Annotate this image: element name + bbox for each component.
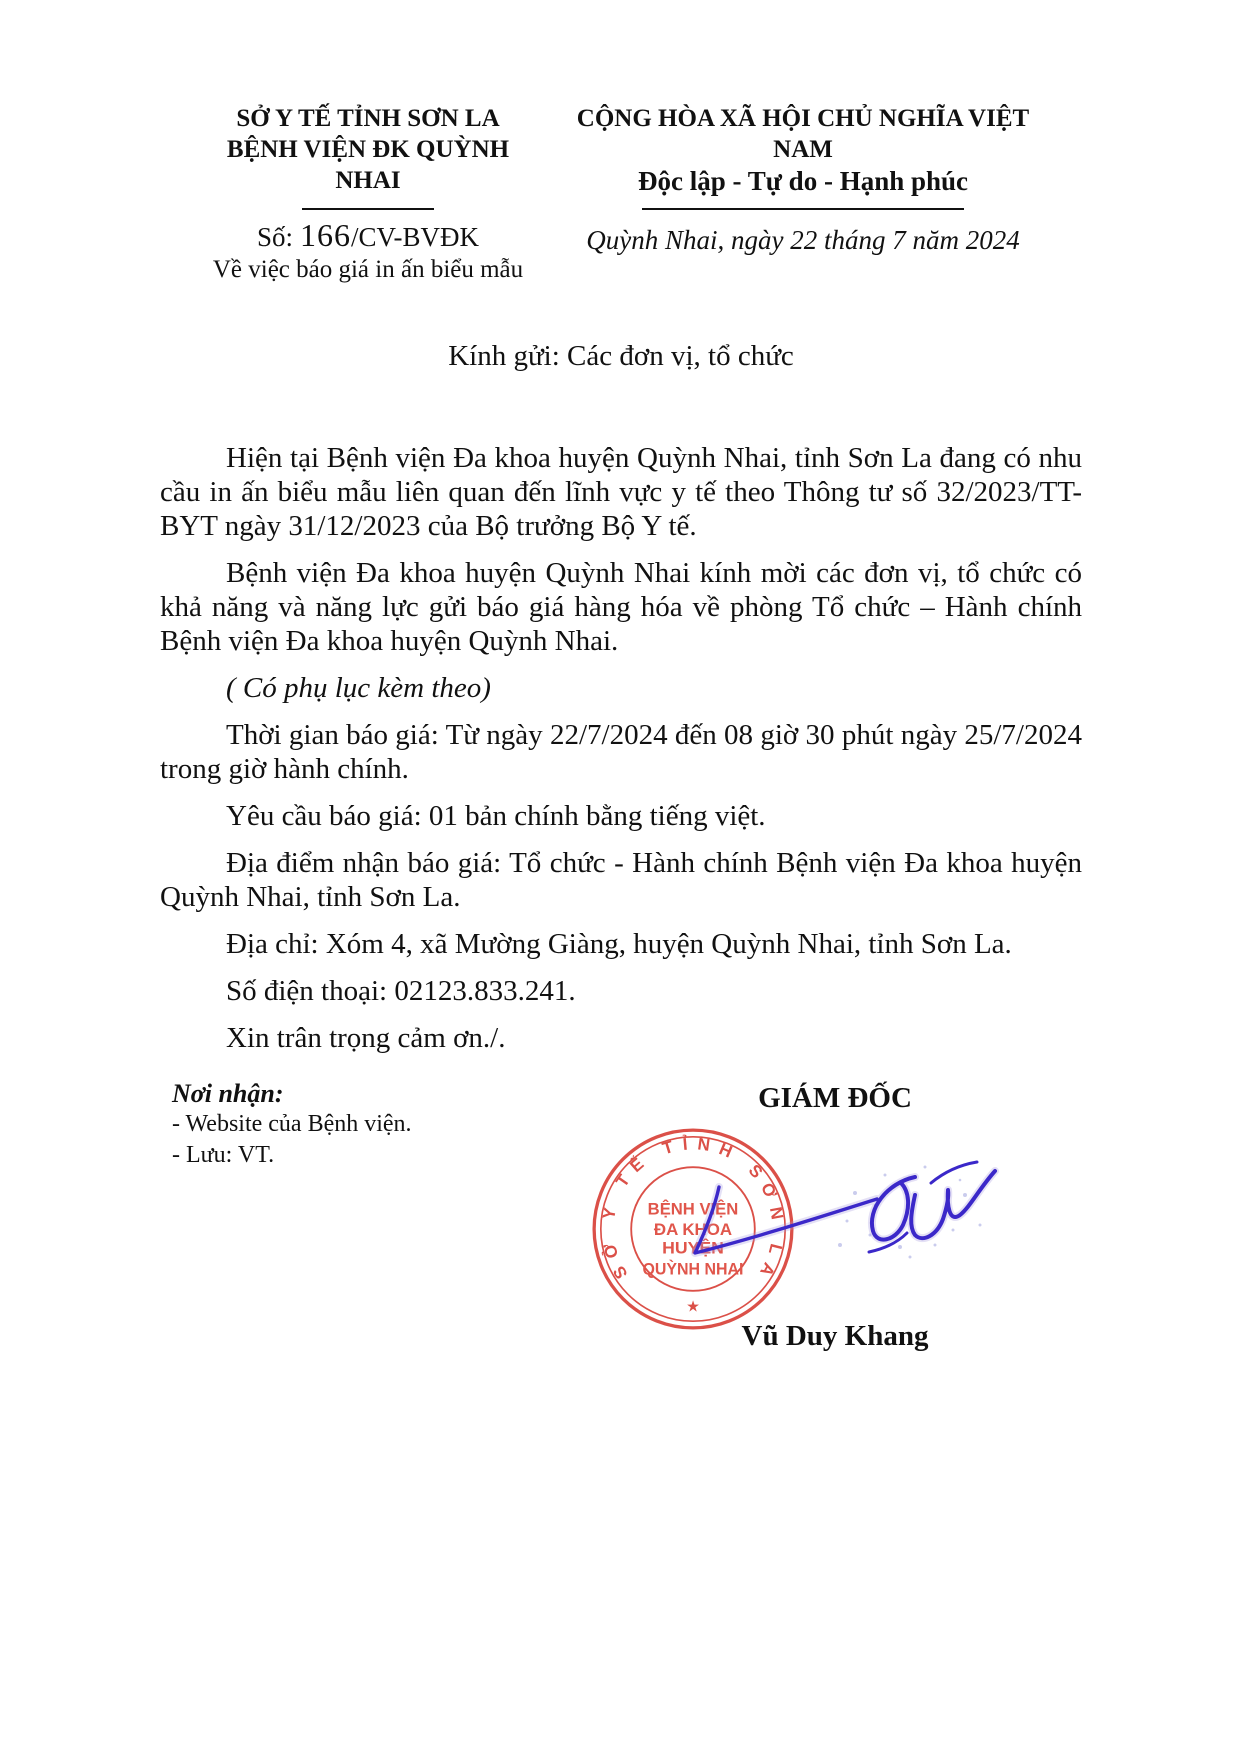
national-header-block [570,103,1036,256]
document-subject: Về việc báo giá in ấn biểu mẫu [212,256,524,283]
body-paragraph: Xin trân trọng cảm ơn./. [226,1022,506,1054]
handwritten-signature [615,1135,1045,1310]
recipient-item: - Website của Bệnh viện. [172,1111,412,1137]
issuing-org-parent: SỞ Y TẾ TỈNH SƠN LA [236,105,500,132]
place-and-date-line: Quỳnh Nhai, ngày 22 tháng 7 năm 2024 [586,225,1020,255]
signer-name: Vũ Duy Khang [741,1320,929,1352]
national-motto-line2: Độc lập - Tự do - Hạnh phúc [637,166,969,196]
document-number-label: Số: [256,222,293,252]
body-paragraph: Hiện tại Bệnh viện Đa khoa huyện Quỳnh Nhai, tỉnh Sơn La đang có nhu cầu in ấn biểu mẫu liên quan đến lĩnh vực y tế theo Thông tư số 32/2023/TT-BYT ngày 31/12/2023 của Bộ trưởng Bộ Y tế. [160,442,1082,542]
issuing-org-block [200,103,536,285]
header-left-divider [302,208,434,210]
recipients-block [172,1078,502,1171]
salutation-line: Kính gửi: Các đơn vị, tổ chức [448,340,794,372]
stamp-ring-text: SỞ Y TẾ TỈNH SƠN LA [598,1134,788,1283]
attachment-note: ( Có phụ lục kèm theo) [226,672,491,704]
recipients-label: Nơi nhận: [172,1079,284,1108]
letter-body [160,441,1082,1068]
signature-graphic [615,1135,1045,1310]
stamp-center-line: HUYỆN [662,1239,720,1258]
stamp-star-icon: ★ [686,1298,700,1316]
body-paragraph: Yêu cầu báo giá: 01 bản chính bằng tiếng việt. [226,800,766,832]
document-number [200,217,536,253]
recipient-item: - Lưu: VT. [172,1142,275,1168]
header-right-divider [642,208,964,210]
signer-title: GIÁM ĐỐC [758,1082,912,1114]
stamp-center-line: ĐA KHOA [653,1220,733,1240]
document-number-suffix: /CV-BVĐK [351,222,480,252]
national-motto-line1: CỘNG HÒA XÃ HỘI CHỦ NGHĨA VIỆT NAM [576,105,1030,163]
stamp-center-line: QUỲNH NHAI [642,1260,747,1279]
body-paragraph: Địa điểm nhận báo giá: Tổ chức - Hành chính Bệnh viện Đa khoa huyện Quỳnh Nhai, tỉnh Sơn La. [160,847,1082,913]
document-number-value: 166 [300,217,351,253]
issuing-org-name: BỆNH VIỆN ĐK QUỲNH NHAI [226,136,510,194]
body-paragraph: Số điện thoại: 02123.833.241. [226,975,576,1007]
stamp-center-line: BỆNH VIỆN [647,1199,739,1219]
body-paragraph: Địa chỉ: Xóm 4, xã Mường Giàng, huyện Quỳnh Nhai, tỉnh Sơn La. [226,928,1012,960]
body-paragraph: Bệnh viện Đa khoa huyện Quỳnh Nhai kính mời các đơn vị, tổ chức có khả năng và năng lực gửi báo giá hàng hóa về phòng Tổ chức – Hành chính Bệnh viện Đa khoa huyện Quỳnh Nhai. [160,557,1082,657]
body-paragraph: Thời gian báo giá: Từ ngày 22/7/2024 đến 08 giờ 30 phút ngày 25/7/2024 trong giờ hành chính. [160,719,1082,785]
